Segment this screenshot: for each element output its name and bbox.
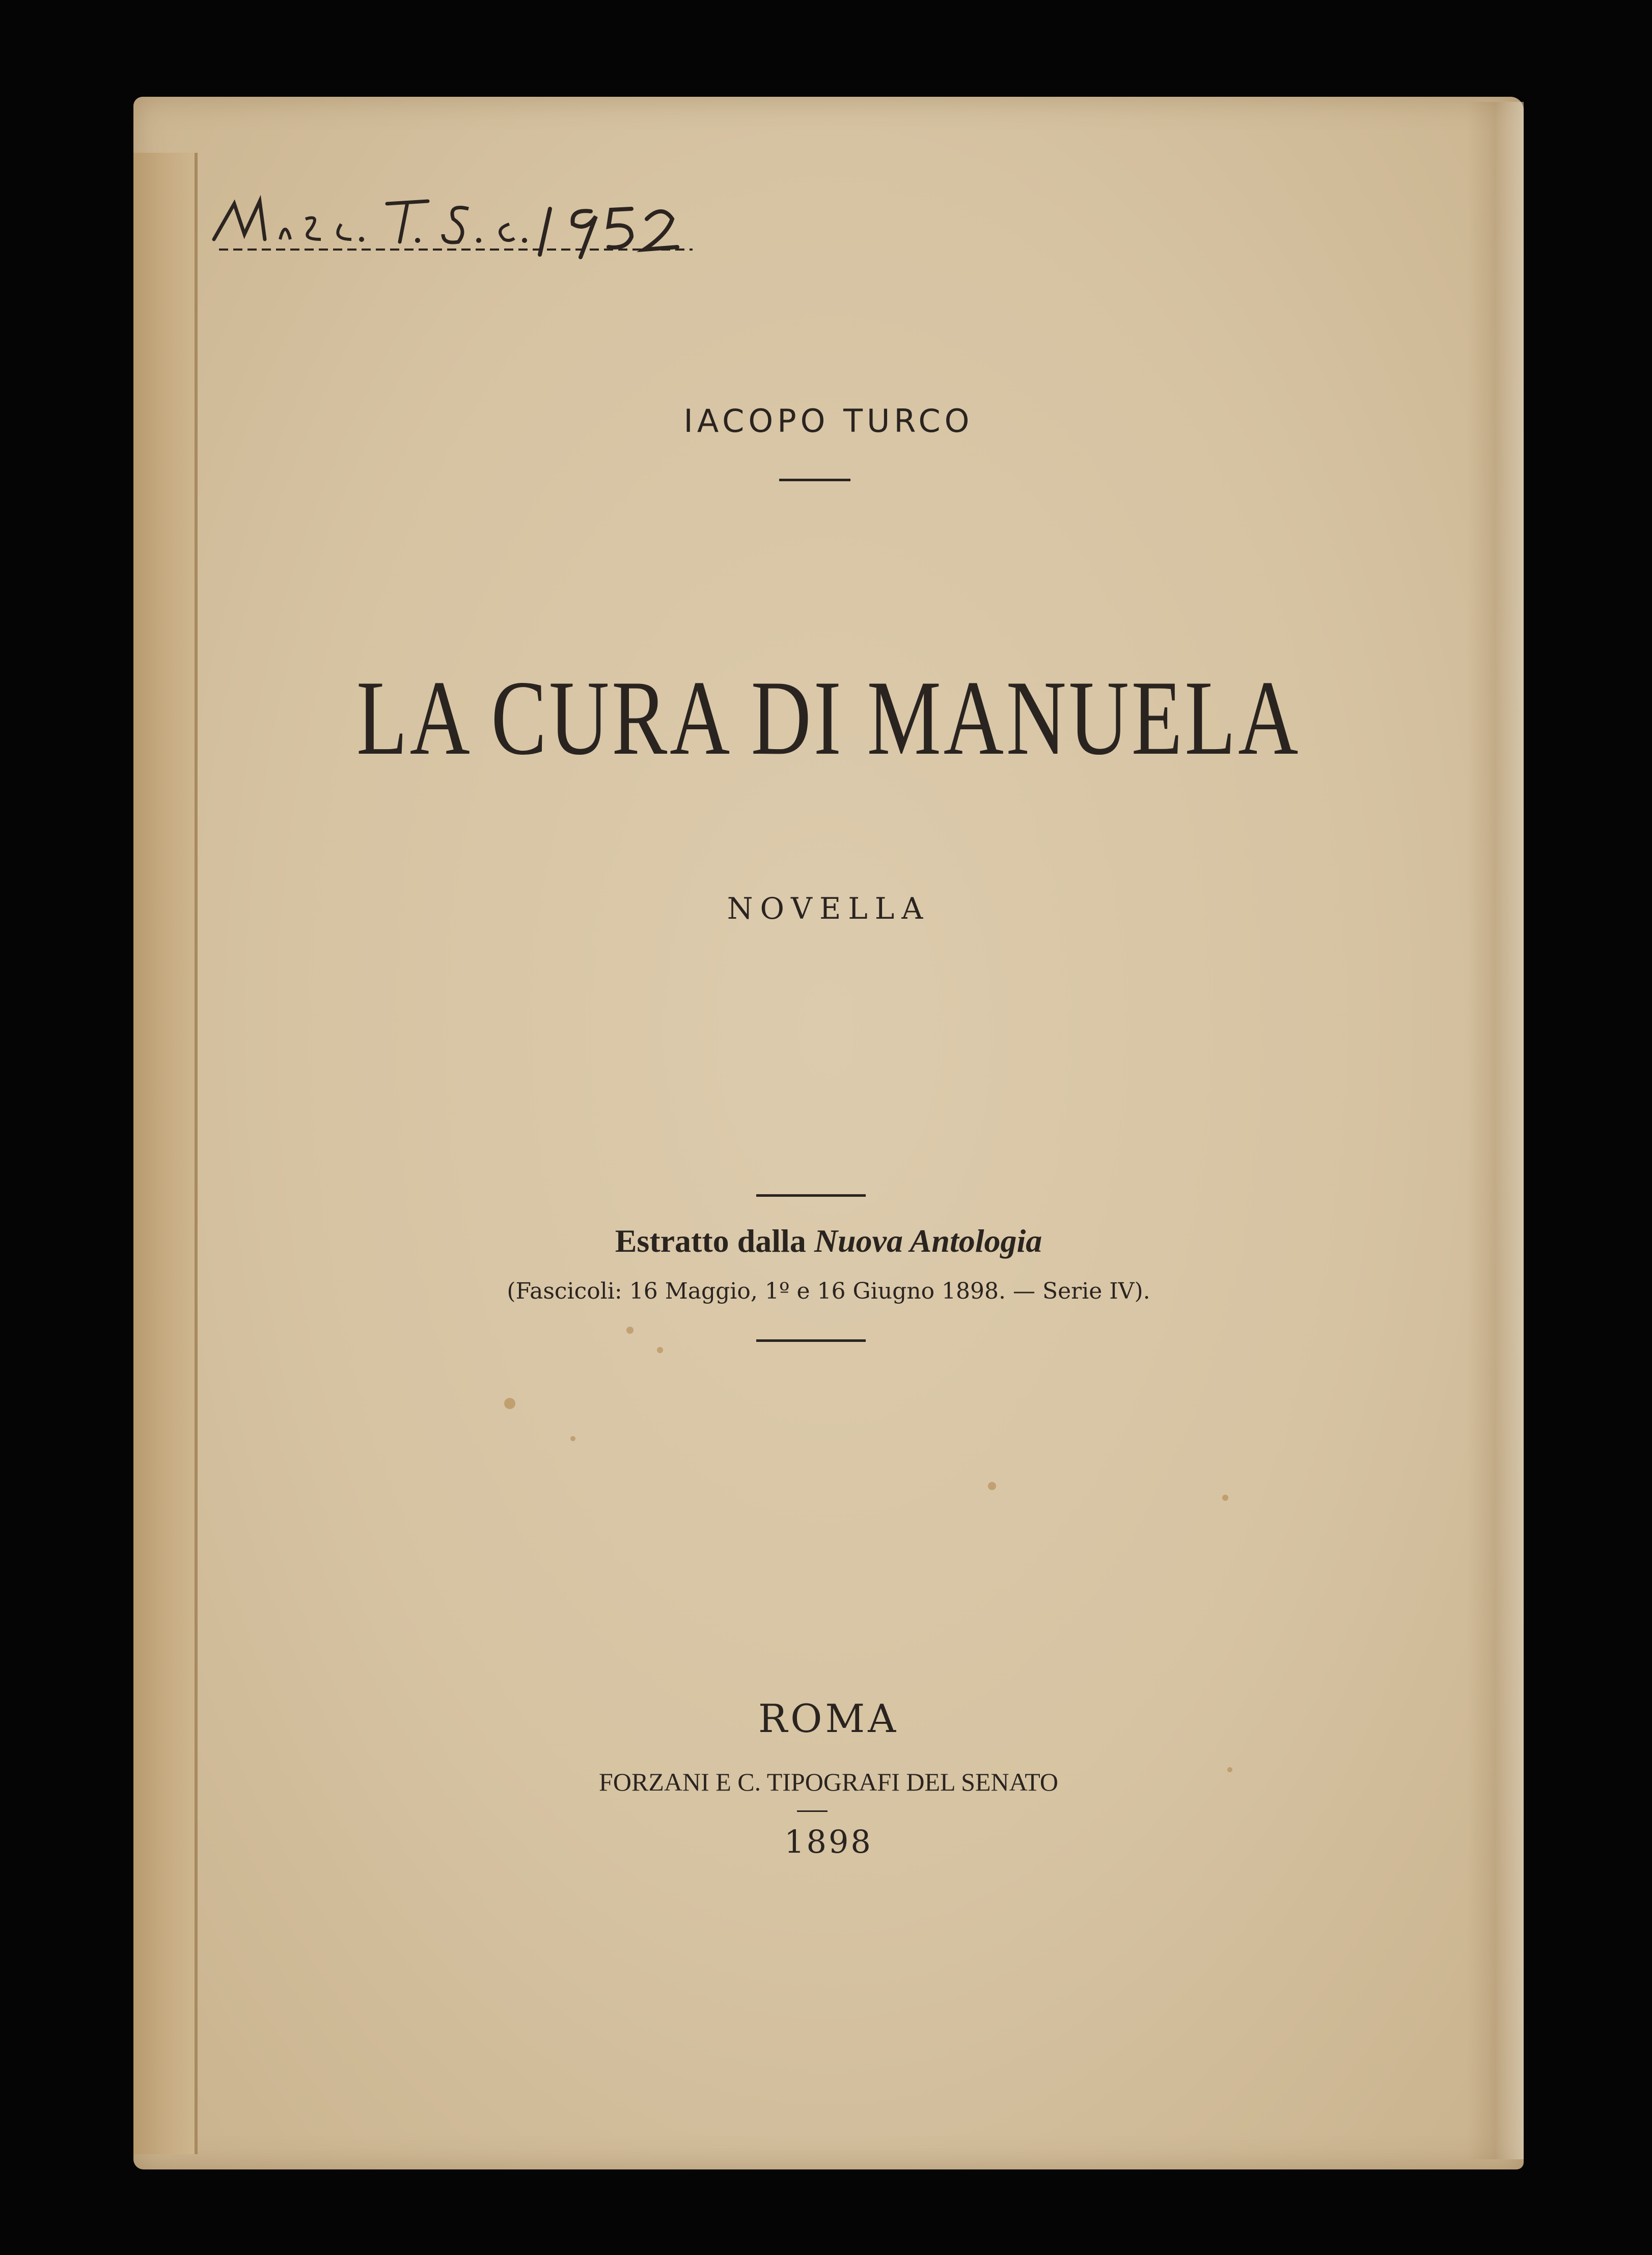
foxing-spot xyxy=(1227,1767,1232,1772)
publication-year: 1898 xyxy=(784,1823,873,1860)
divider-rule xyxy=(756,1339,866,1342)
author-name: IACOPO TURCO xyxy=(683,402,974,439)
publication-city: ROMA xyxy=(758,1696,899,1741)
divider-rule xyxy=(779,479,850,481)
foxing-spot xyxy=(1222,1495,1228,1501)
foxing-spot xyxy=(504,1398,515,1409)
foxing-spot xyxy=(988,1482,996,1490)
divider-rule xyxy=(797,1810,828,1812)
foxing-spot xyxy=(626,1327,634,1334)
printer-name: FORZANI E C. TIPOGRAFI DEL SENATO xyxy=(599,1768,1058,1796)
foxing-spot xyxy=(657,1347,663,1353)
handwritten-shelfmark xyxy=(204,173,764,285)
book-title: LA CURA DI MANUELA xyxy=(356,659,1301,777)
book-subtitle: NOVELLA xyxy=(727,891,930,926)
foxing-spot xyxy=(570,1436,575,1441)
extract-note xyxy=(133,1222,1524,1260)
extract-source: Nuova Antologia xyxy=(814,1223,1042,1259)
divider-rule xyxy=(756,1194,866,1197)
extract-prefix: Estratto dalla xyxy=(615,1223,814,1259)
fascicoli-note: (Fascicoli: 16 Maggio, 1º e 16 Giugno 1898. — Serie IV). xyxy=(507,1278,1150,1304)
